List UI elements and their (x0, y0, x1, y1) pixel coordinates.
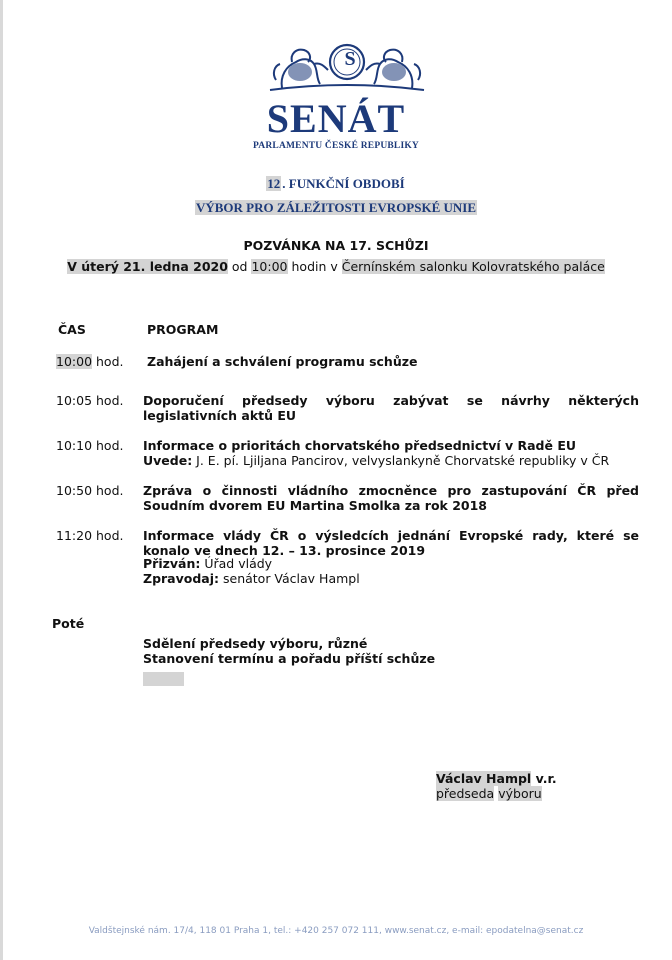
signature-role-line (436, 786, 542, 801)
after-label: Poté (52, 616, 85, 631)
senate-logo-title: SENÁT (266, 96, 406, 141)
column-time-header: ČAS (58, 322, 86, 337)
agenda-time-highlight: 10:00 (56, 354, 93, 369)
agenda-item-time: 10:05 hod. (56, 393, 124, 408)
agenda-item-invited (143, 556, 639, 571)
meeting-datetime (0, 259, 672, 274)
term-text: . FUNKČNÍ OBDOBÍ (282, 176, 405, 191)
invited-label: Přizván: (143, 556, 201, 571)
invitation-title: POZVÁNKA NA 17. SCHŮZI (243, 238, 429, 253)
speaker-label: Uvede: (143, 453, 193, 468)
rapporteur-text: senátor Václav Hampl (219, 571, 360, 586)
committee-heading (0, 200, 672, 216)
speaker-text: J. E. pí. Ljiljana Pancirov, velvyslankyně Chorvatské republiky v ČR (192, 453, 610, 468)
agenda-item-title: Informace vlády ČR o výsledcích jednání Evropské rady, které se konalo ve dnech 12. – 13. prosince 2019 (143, 528, 639, 558)
meeting-place: Černínském salonku Kolovratského paláce (341, 259, 605, 274)
agenda-item-time: 11:20 hod. (56, 528, 124, 543)
agenda-time-suffix: hod. (92, 354, 124, 369)
column-program-header: PROGRAM (147, 322, 219, 337)
after-item: Sdělení předsedy výboru, různé (143, 636, 368, 651)
rapporteur-label: Zpravodaj: (143, 571, 220, 586)
signature-role-1: předseda (436, 786, 495, 801)
meeting-date: V úterý 21. ledna 2020 (67, 259, 228, 274)
agenda-item-title: Doporučení předsedy výboru zabývat se návrhy některých legislativních aktů EU (143, 393, 639, 423)
signature-name: Václav Hampl (436, 771, 532, 786)
invited-text: Úřad vlády (200, 556, 273, 571)
agenda-item-title: Zahájení a schválení programu schůze (147, 354, 418, 369)
footer-contact: Valdštejnské nám. 17/4, 118 01 Praha 1, tel.: +420 257 072 111, www.senat.cz, e-mail: epodatelna@senat.cz (88, 926, 584, 936)
agenda-item-time: 10:10 hod. (56, 438, 124, 453)
meeting-hodin-v: hodin v (291, 259, 338, 274)
after-item: Stanovení termínu a pořadu příští schůze (143, 651, 436, 666)
signature-role-2: výboru (498, 786, 542, 801)
committee-name: VÝBOR PRO ZÁLEŽITOSTI EVROPSKÉ UNIE (195, 200, 477, 215)
signature-name-line (436, 771, 557, 786)
signature-suffix: v.r. (531, 771, 557, 786)
agenda-item-title: Zpráva o činnosti vládního zmocněnce pro zastupování ČR před Soudním dvorem EU Martina Smolka za rok 2018 (143, 483, 639, 513)
term-heading (0, 176, 672, 192)
seal-letter: S (344, 48, 356, 70)
agenda-item-rapporteur (143, 571, 639, 586)
meeting-time: 10:00 (251, 259, 288, 274)
agenda-item-title: Informace o prioritách chorvatského předsednictví v Radě EU (143, 438, 577, 453)
agenda-item-time (56, 354, 123, 369)
agenda-item-speaker (143, 453, 639, 468)
redaction-block (143, 672, 184, 686)
term-number: 12 (267, 176, 281, 191)
meeting-od: od (231, 259, 248, 274)
senate-logo-subtitle: PARLAMENTU ČESKÉ REPUBLIKY (252, 141, 419, 151)
agenda-item-time: 10:50 hod. (56, 483, 124, 498)
